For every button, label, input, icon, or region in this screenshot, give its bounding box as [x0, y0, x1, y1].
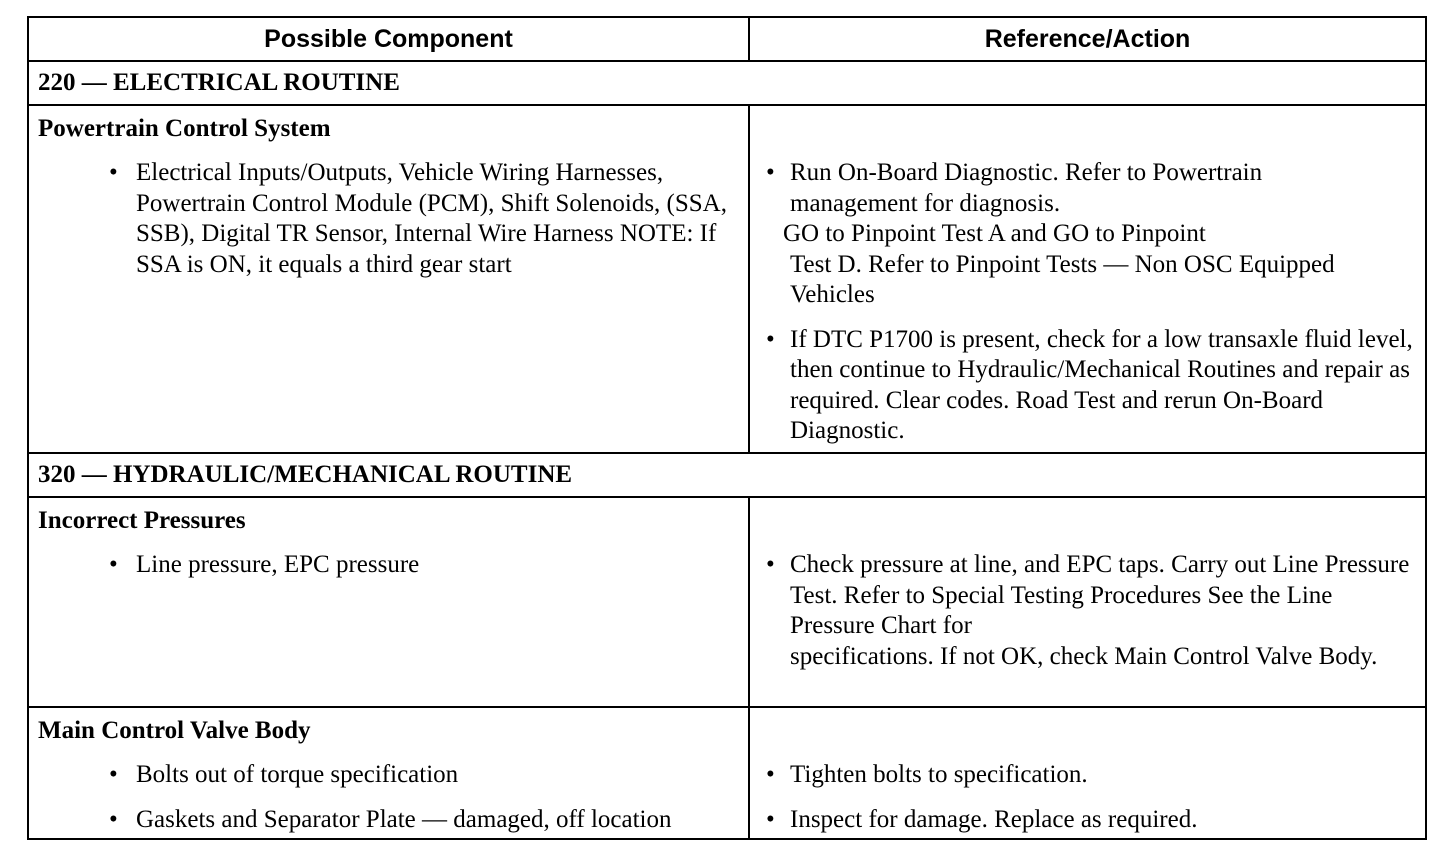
table-header-row: [28, 17, 1426, 61]
component-text: Line pressure, EPC pressure: [136, 551, 420, 578]
action-text: Check pressure at line, and EPC taps. Carry out Line Pressure Test. Refer to Special Testing Procedures See the Line Pressure Chart for: [790, 551, 1410, 639]
bullet-icon: •: [109, 761, 118, 788]
section-title-electrical: 220 — ELECTRICAL ROUTINE: [28, 61, 1426, 105]
list-item: [766, 158, 1425, 219]
column-header-action: Reference/Action: [749, 17, 1426, 61]
action-text: If DTC P1700 is present, check for a low transaxle fluid level, then continue to Hydraulic/Mechanical Routines and repair as required. Clear codes. Road Test and rerun On-Board Diagnostic.: [790, 325, 1413, 444]
component-text: Bolts out of torque specification: [136, 761, 459, 788]
group-heading: Main Control Valve Body: [38, 717, 311, 744]
list-item: [109, 805, 748, 836]
bullet-icon: •: [766, 805, 775, 833]
action-cell: [749, 105, 1426, 453]
list-item: [766, 805, 1425, 836]
component-text: Electrical Inputs/Outputs, Vehicle Wiring Harnesses, Powertrain Control Module (PCM), Shift Solenoids, (SSA, SSB), Digital TR Sensor, Internal Wire Harness NOTE: If SSA is ON, it equals a third gear start: [136, 159, 727, 278]
component-cell: [28, 105, 749, 453]
table-row: [28, 707, 1426, 839]
bullet-icon: •: [109, 805, 118, 833]
component-cell: [28, 497, 749, 707]
list-item: [109, 760, 748, 791]
bullet-icon: •: [109, 551, 118, 578]
action-text: Inspect for damage. Replace as required.: [790, 805, 1198, 833]
action-cell: [749, 707, 1426, 839]
component-text: Gaskets and Separator Plate — damaged, off location: [136, 805, 672, 833]
list-item: [109, 550, 748, 581]
list-item: [766, 550, 1425, 642]
component-cell: [28, 707, 749, 839]
table-row: [28, 497, 1426, 707]
list-item: [109, 158, 748, 280]
section-row: [28, 61, 1426, 105]
group-heading: Powertrain Control System: [38, 115, 331, 142]
action-text: Tighten bolts to specification.: [790, 761, 1088, 788]
action-text-line: Test D. Refer to Pinpoint Tests — Non OSC Equipped Vehicles: [790, 250, 1335, 308]
bullet-icon: •: [766, 159, 775, 186]
section-row: [28, 453, 1426, 497]
list-item: [766, 325, 1425, 447]
column-header-component: Possible Component: [28, 17, 749, 61]
bullet-icon: •: [766, 325, 775, 353]
list-item: [766, 760, 1425, 791]
diagnosis-table: [27, 16, 1427, 840]
action-cell: [749, 497, 1426, 707]
table-row: [28, 105, 1426, 453]
action-text: Run On-Board Diagnostic. Refer to Powertrain management for diagnosis.: [790, 159, 1263, 217]
action-text-line: GO to Pinpoint Test A and GO to Pinpoint: [783, 220, 1206, 247]
section-title-hydraulic: 320 — HYDRAULIC/MECHANICAL ROUTINE: [28, 453, 1426, 497]
bullet-icon: •: [766, 551, 775, 578]
bullet-icon: •: [109, 159, 118, 186]
group-heading: Incorrect Pressures: [38, 507, 246, 534]
bullet-icon: •: [766, 761, 775, 788]
action-text-line: specifications. If not OK, check Main Control Valve Body.: [790, 642, 1378, 670]
